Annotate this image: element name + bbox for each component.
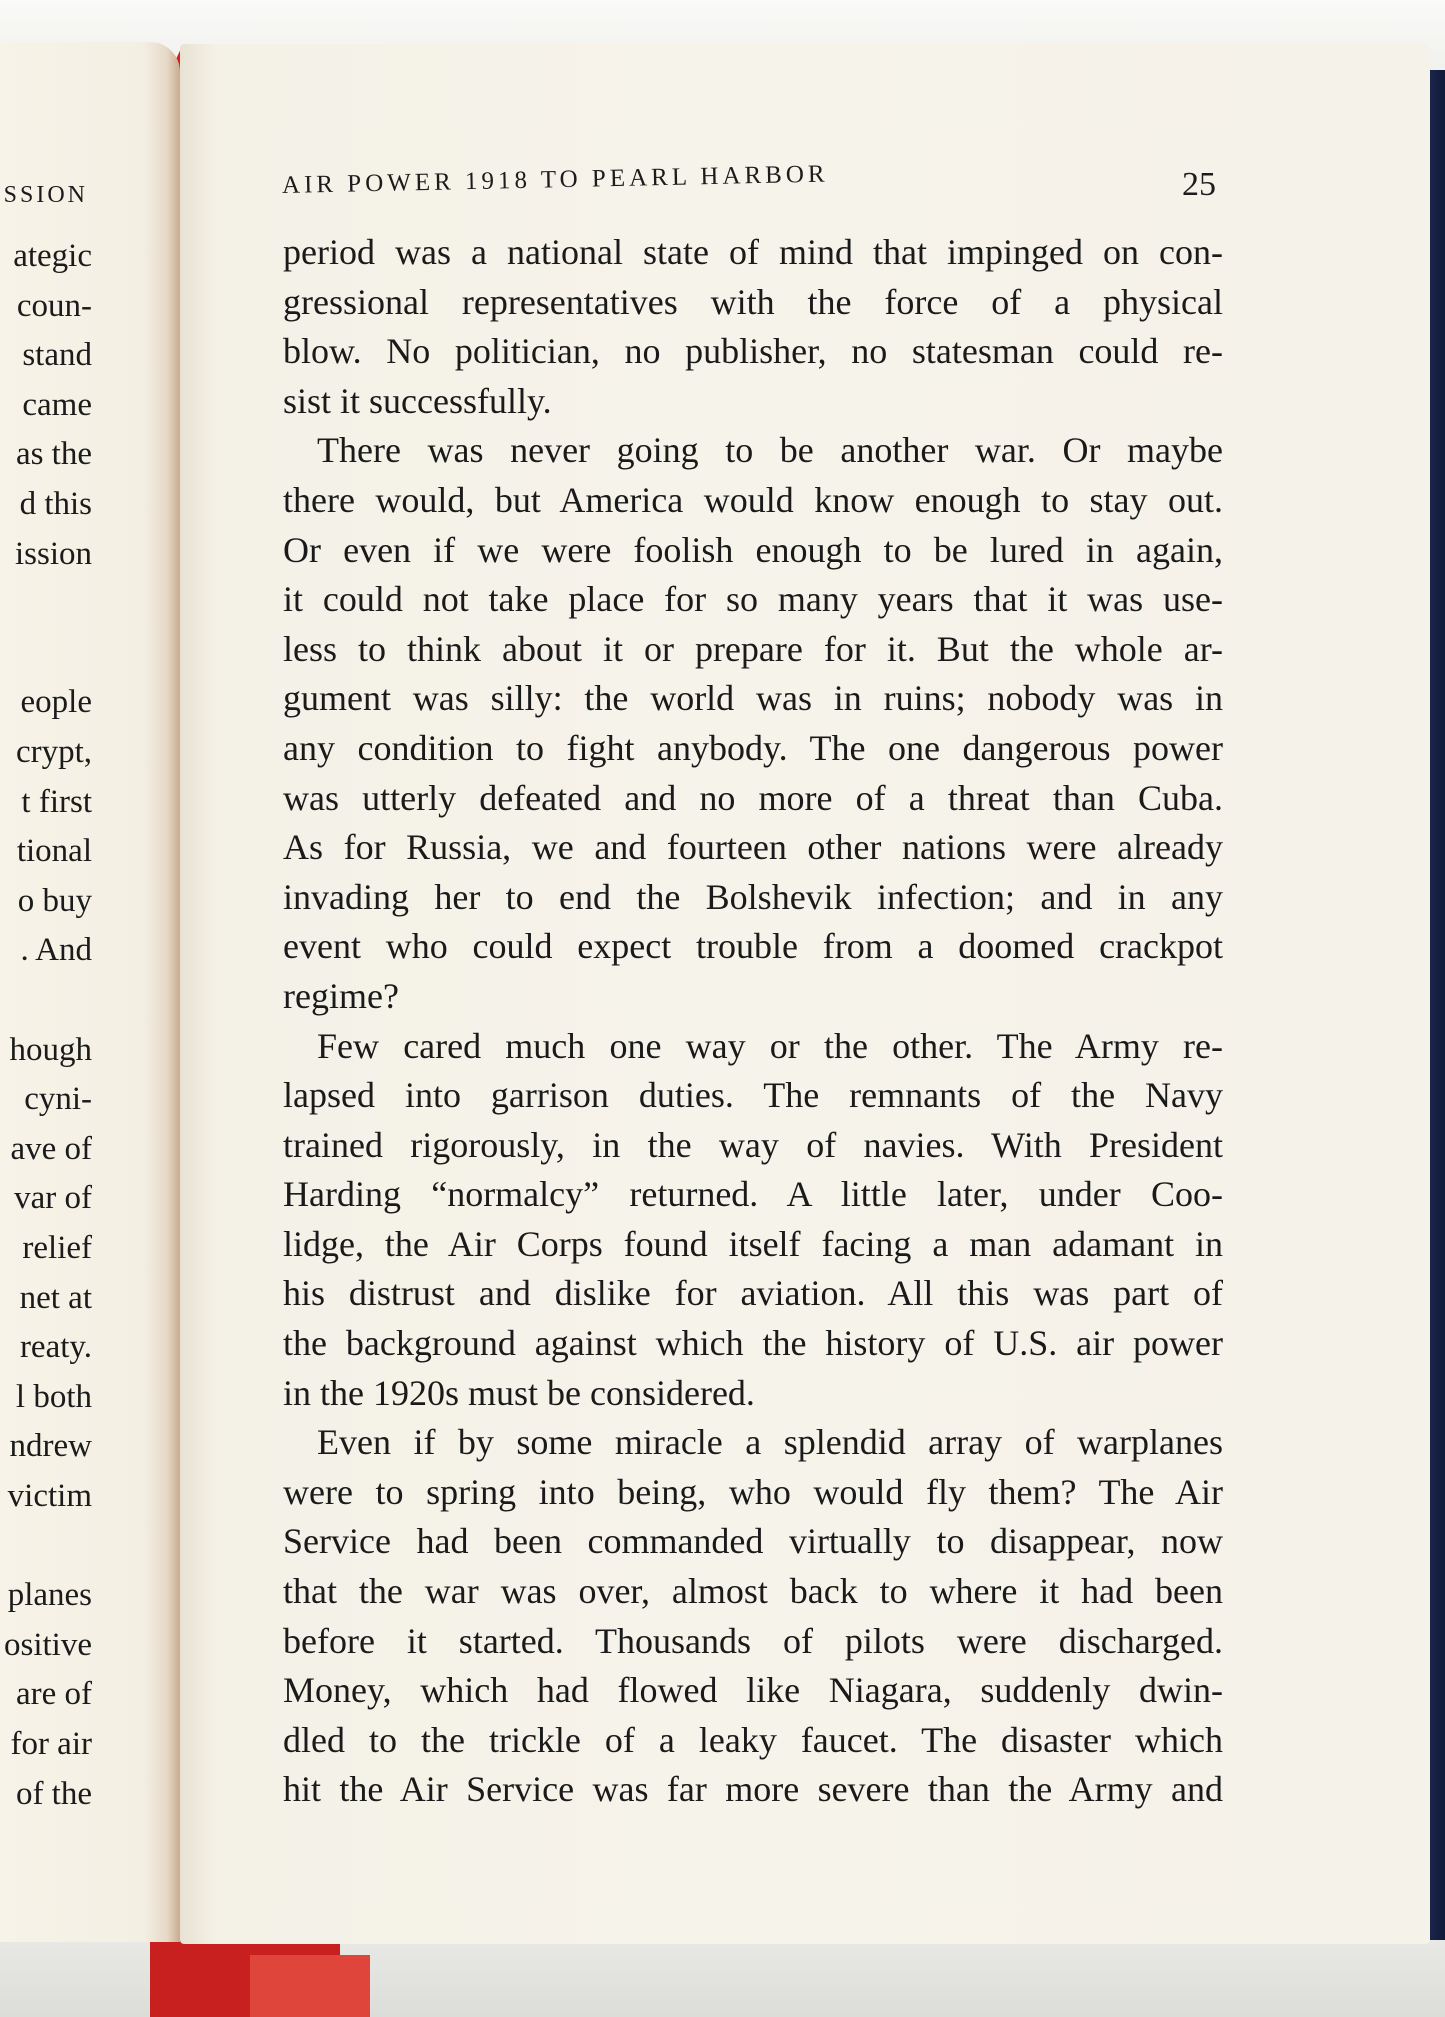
text-line: any condition to fight anybody. The one dangerous power (283, 727, 1223, 768)
text-line: less to think about it or prepare for it. But the whole ar- (283, 628, 1223, 669)
left-text-line: net at (19, 1279, 92, 1316)
left-text-line: victim (7, 1478, 92, 1514)
text-line: sist it successfully. (283, 380, 552, 421)
text-line: invading her to end the Bolshevik infection; and in any (283, 876, 1223, 917)
left-text-line: t first (21, 783, 92, 820)
running-head: AIR POWER 1918 TO PEARL HARBOR (281, 160, 829, 199)
left-text-line: ndrew (9, 1428, 92, 1465)
left-text-line: o buy (17, 882, 92, 919)
text-line: before it started. Thousands of pilots were discharged. (283, 1620, 1223, 1661)
text-line: As for Russia, we and fourteen other nations were already (283, 827, 1223, 868)
body-text (283, 228, 1223, 1815)
text-line: were to spring into being, who would fly them? The Air (283, 1471, 1223, 1512)
text-line: Few cared much one way or the other. The Army re- (317, 1025, 1223, 1066)
left-text-line: planes (7, 1577, 92, 1614)
text-line: Even if by some miracle a splendid array of warplanes (317, 1422, 1223, 1463)
text-line: lapsed into garrison duties. The remnants of the Navy (283, 1075, 1223, 1116)
left-text-line: . And (20, 932, 92, 969)
text-line: Or even if we were foolish enough to be lured in again, (283, 529, 1223, 570)
text-line: Service had been commanded virtually to disappear, now (283, 1521, 1223, 1562)
text-line: hit the Air Service was far more severe than the Army and (283, 1769, 1223, 1810)
left-text-line: crypt, (15, 734, 92, 770)
left-text-line: eople (20, 684, 92, 721)
left-text-line: l both (15, 1378, 92, 1415)
left-text-line: for air (10, 1726, 92, 1762)
text-line: event who could expect trouble from a doomed crackpot (283, 926, 1223, 967)
left-text-line: came (22, 386, 92, 423)
left-text-line: ositive (4, 1626, 92, 1663)
text-line: There was never going to be another war. Or maybe (317, 430, 1223, 471)
left-page (0, 42, 180, 1942)
text-line: blow. No politician, no publisher, no statesman could re- (283, 331, 1223, 372)
text-line: dled to the trickle of a leaky faucet. The disaster which (283, 1719, 1223, 1760)
text-line: period was a national state of mind that impinged on con- (283, 232, 1223, 272)
text-line: Harding “normalcy” returned. A little later, under Coo- (283, 1174, 1223, 1215)
text-line: lidge, the Air Corps found itself facing a man adamant in (283, 1223, 1223, 1264)
left-text-line: d this (19, 486, 92, 522)
text-line: gument was silly: the world was in ruins; nobody was in (283, 678, 1223, 719)
red-bookmark-ribbon-fold (250, 1955, 370, 2017)
left-text-line: tional (16, 833, 92, 870)
left-text-line: var of (14, 1180, 92, 1217)
text-line: there would, but America would know enough to stay out. (283, 479, 1223, 520)
left-text-line: as the (15, 436, 92, 473)
page-number: 25 (1182, 166, 1216, 203)
left-text-line: stand (22, 337, 92, 374)
text-line: trained rigorously, in the way of navies. With President (283, 1124, 1223, 1165)
text-line: that the war was over, almost back to where it had been (283, 1571, 1223, 1612)
text-line: regime? (283, 975, 399, 1016)
left-text-line: reaty. (19, 1329, 92, 1366)
text-line: was utterly defeated and no more of a threat than Cuba. (283, 777, 1223, 818)
left-text-line: coun- (16, 287, 92, 324)
left-text-line: hough (9, 1031, 92, 1068)
text-line: his distrust and dislike for aviation. All this was part of (283, 1273, 1223, 1314)
text-line: it could not take place for so many years that it was use- (283, 579, 1223, 620)
left-text-line: ategic (13, 238, 92, 274)
left-text-line: are of (15, 1676, 92, 1713)
left-text-line: relief (22, 1230, 92, 1266)
left-text-line: ission (14, 535, 92, 572)
left-text-line: of the (15, 1775, 92, 1812)
left-text-line: cyni- (24, 1081, 92, 1118)
left-running-head: SSION (3, 182, 88, 208)
text-line: the background against which the history of U.S. air power (283, 1323, 1223, 1364)
left-text-line: ave of (10, 1130, 92, 1167)
text-line: gressional representatives with the force of a physical (283, 281, 1223, 322)
text-line: in the 1920s must be considered. (283, 1372, 755, 1413)
text-line: Money, which had flowed like Niagara, suddenly dwin- (283, 1670, 1223, 1711)
